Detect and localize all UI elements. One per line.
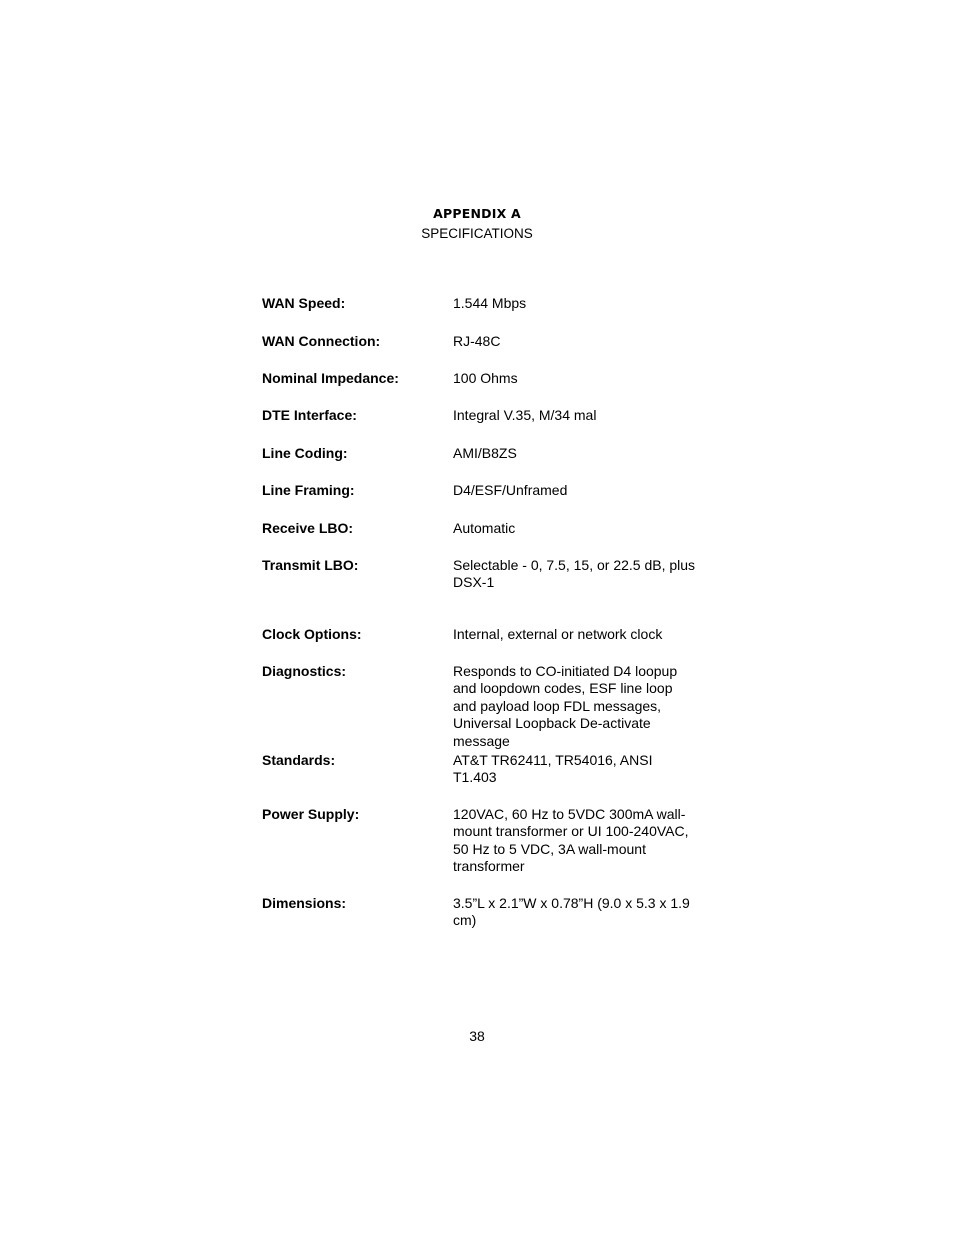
spec-value: D4/ESF/Unframed [453, 482, 568, 498]
spec-value: Responds to CO-initiated D4 loopup and loopdown codes, ESF line loop and payload loop FDL messages, Universal Loopback De-activate message [453, 663, 678, 749]
spec-value: AT&T TR62411, TR54016, ANSI T1.403 [453, 752, 653, 786]
spec-row-nominal-impedance [262, 370, 712, 407]
specifications-table [262, 295, 712, 935]
spec-label: Line Framing: [262, 482, 355, 498]
spec-label: Dimensions: [262, 895, 347, 911]
spec-row-dimensions [262, 895, 712, 935]
spec-label: Power Supply: [262, 806, 360, 822]
spec-row-diagnostics [262, 663, 712, 752]
spec-value: 100 Ohms [453, 370, 518, 386]
spec-row-wan-speed [262, 295, 712, 333]
spec-value: AMI/B8ZS [453, 445, 517, 461]
spec-label: Transmit LBO: [262, 557, 359, 573]
spec-label: Standards: [262, 752, 336, 768]
spec-value: RJ-48C [453, 333, 501, 349]
spec-value: Internal, external or network clock [453, 626, 663, 642]
spec-row-line-framing [262, 482, 712, 520]
spec-row-dte-interface [262, 407, 712, 445]
page-number: 38 [469, 1028, 485, 1044]
spec-row-transmit-lbo [262, 557, 712, 626]
spec-label: Receive LBO: [262, 520, 354, 536]
spec-label: WAN Connection: [262, 333, 381, 349]
appendix-title: APPENDIX A [433, 206, 521, 221]
specifications-subtitle: SPECIFICATIONS [421, 226, 533, 241]
spec-label: Line Coding: [262, 445, 348, 461]
spec-label: Clock Options: [262, 626, 362, 642]
spec-label: WAN Speed: [262, 295, 346, 311]
spec-row-standards [262, 752, 712, 806]
spec-value: Integral V.35, M/34 mal [453, 407, 597, 423]
spec-label: DTE Interface: [262, 407, 357, 423]
spec-value: 1.544 Mbps [453, 295, 527, 311]
spec-row-clock-options [262, 626, 712, 663]
spec-value: Selectable - 0, 7.5, 15, or 22.5 dB, plus DSX-1 [453, 557, 696, 591]
spec-label: Diagnostics: [262, 663, 347, 679]
spec-value: 120VAC, 60 Hz to 5VDC 300mA wall-mount transformer or UI 100-240VAC, 50 Hz to 5 VDC, 3A wall-mount transformer [453, 806, 689, 875]
spec-row-power-supply [262, 806, 712, 895]
spec-row-line-coding [262, 445, 712, 482]
spec-row-receive-lbo [262, 520, 712, 557]
spec-value: 3.5”L x 2.1”W x 0.78”H (9.0 x 5.3 x 1.9 cm) [453, 895, 690, 929]
spec-value: Automatic [453, 520, 516, 536]
spec-label: Nominal Impedance: [262, 370, 399, 386]
spec-row-wan-connection [262, 333, 712, 370]
